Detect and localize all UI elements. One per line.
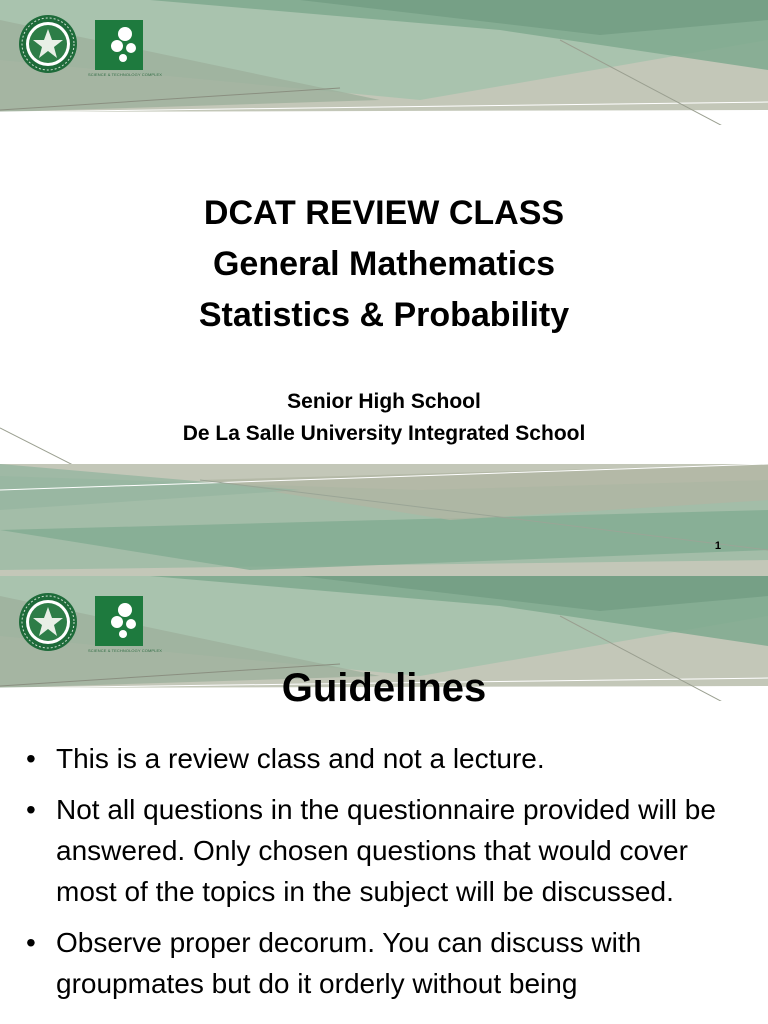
page-number: 1 [714, 540, 721, 552]
guidelines-title: Guidelines [281, 666, 487, 710]
title-line-3: Statistics & Probability [198, 296, 570, 334]
bullet-text: This is a review class and not a lecture. [56, 743, 545, 774]
subtitle-line-1: Senior High School [287, 390, 481, 413]
science-complex-caption: SCIENCE & TECHNOLOGY COMPLEX [88, 648, 163, 653]
bullet-icon: • [26, 927, 36, 958]
title-line-2: General Mathematics [212, 245, 556, 283]
slide-2 [0, 576, 768, 1024]
bottom-decorative-band [0, 420, 768, 576]
list-item [26, 738, 746, 779]
guidelines-list [26, 738, 746, 1014]
list-item [26, 789, 746, 912]
dlsu-seal-logo [18, 592, 78, 652]
list-item [26, 922, 746, 1004]
science-complex-logo [95, 20, 143, 72]
bullet-text: Not all questions in the questionnaire provided will be answered. Only chosen questions that would cover most of the topics in the subject will be discussed. [56, 794, 716, 907]
bullet-text: Observe proper decorum. You can discuss with groupmates but do it orderly without being [56, 927, 642, 999]
science-complex-caption: SCIENCE & TECHNOLOGY COMPLEX [88, 72, 163, 77]
subtitle-line-2: De La Salle University Integrated School [182, 422, 586, 445]
slide-1-title [0, 188, 768, 341]
title-line-1: DCAT REVIEW CLASS [203, 194, 565, 232]
bullet-icon: • [26, 794, 36, 825]
science-complex-logo [95, 596, 143, 648]
bullet-icon: • [26, 743, 36, 774]
dlsu-seal-logo [18, 14, 78, 74]
